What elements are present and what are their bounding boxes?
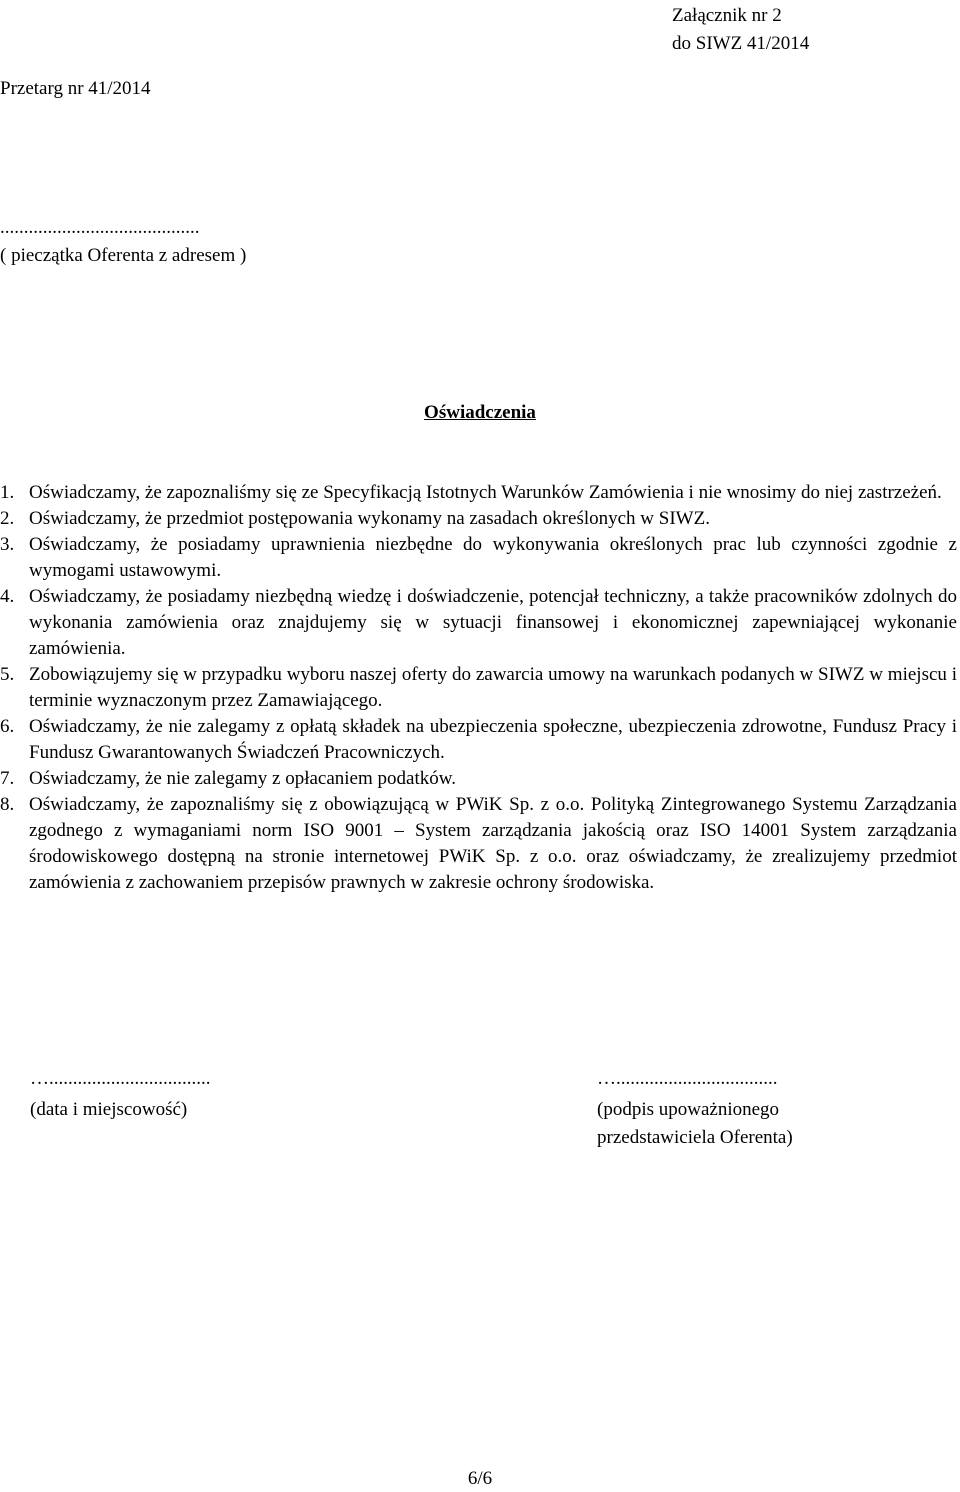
representative-dots: ….................................. [597, 1068, 778, 1089]
representative-caption [597, 1096, 793, 1152]
stamp-caption: ( pieczątka Oferenta z adresem ) [0, 245, 247, 266]
representative-signature [597, 1068, 793, 1152]
item-text: Oświadczamy, że posiadamy niezbędną wiedzę i doświadczenie, potencjał techniczny, a także pracowników zdolnych do wykonania zamówienia oraz znajdujemy się w sytuacji finansowej i ekonomicznej zapewniającej wykonanie zamówienia. [29, 586, 957, 659]
document-title: Oświadczenia [424, 402, 536, 423]
list-item [0, 480, 957, 506]
list-item [0, 506, 957, 532]
annex-line-2: do SIWZ 41/2014 [672, 33, 810, 54]
representative-caption-line-2: przedstawiciela Oferenta) [597, 1127, 793, 1148]
tender-number: Przetarg nr 41/2014 [0, 78, 151, 99]
list-item [0, 662, 957, 714]
representative-caption-line-1: (podpis upoważnionego [597, 1099, 780, 1120]
list-item [0, 532, 957, 584]
list-item [0, 766, 957, 792]
list-item [0, 584, 957, 662]
item-text: Oświadczamy, że zapoznaliśmy się z obowiązującą w PWiK Sp. z o.o. Polityką Zintegrowanego Systemu Zarządzania zgodnego z wymaganiami norm ISO 9001 – System zarządzania jakością oraz ISO 14001 System zarządzania środowiskowego dostępną na stronie internetowej PWiK Sp. z o.o. oraz oświadczamy, że zrealizujemy przedmiot zamówienia z zachowaniem przepisów prawnych w zakresie ochrony środowiska. [29, 794, 957, 893]
item-number: 3. [0, 534, 15, 555]
item-number: 4. [0, 586, 15, 607]
item-text: Oświadczamy, że nie zalegamy z opłatą składek na ubezpieczenia społeczne, ubezpieczenia zdrowotne, Fundusz Pracy i Fundusz Gwarantowanych Świadczeń Pracowniczych. [29, 716, 957, 763]
item-number: 7. [0, 768, 15, 789]
item-number: 2. [0, 508, 15, 529]
declarations-list [0, 480, 957, 896]
annex-reference [672, 2, 809, 58]
item-number: 5. [0, 664, 15, 685]
date-place-dots: ….................................. [30, 1068, 211, 1089]
list-item [0, 792, 957, 896]
item-number: 6. [0, 716, 15, 737]
date-place-caption: (data i miejscowość) [30, 1099, 188, 1120]
item-number: 8. [0, 794, 15, 815]
list-item [0, 714, 957, 766]
annex-line-1: Załącznik nr 2 [672, 5, 782, 26]
item-text: Oświadczamy, że przedmiot postępowania wykonamy na zasadach określonych w SIWZ. [29, 508, 710, 529]
page-number: 6/6 [467, 1468, 493, 1489]
date-place-signature [30, 1068, 211, 1124]
item-number: 1. [0, 482, 15, 503]
item-text: Oświadczamy, że nie zalegamy z opłacaniem podatków. [29, 768, 456, 789]
item-text: Oświadczamy, że posiadamy uprawnienia niezbędne do wykonywania określonych prac lub czynności zgodnie z wymogami ustawowymi. [29, 534, 957, 581]
item-text: Oświadczamy, że zapoznaliśmy się ze Specyfikacją Istotnych Warunków Zamówienia i nie wnosimy do niej zastrzeżeń. [29, 482, 942, 503]
item-text: Zobowiązujemy się w przypadku wyboru naszej oferty do zawarcia umowy na warunkach podanych w SIWZ w miejscu i terminie wyznaczonym przez Zamawiającego. [29, 664, 957, 711]
stamp-dots: .......................................... [0, 217, 200, 238]
stamp-area [0, 214, 246, 270]
